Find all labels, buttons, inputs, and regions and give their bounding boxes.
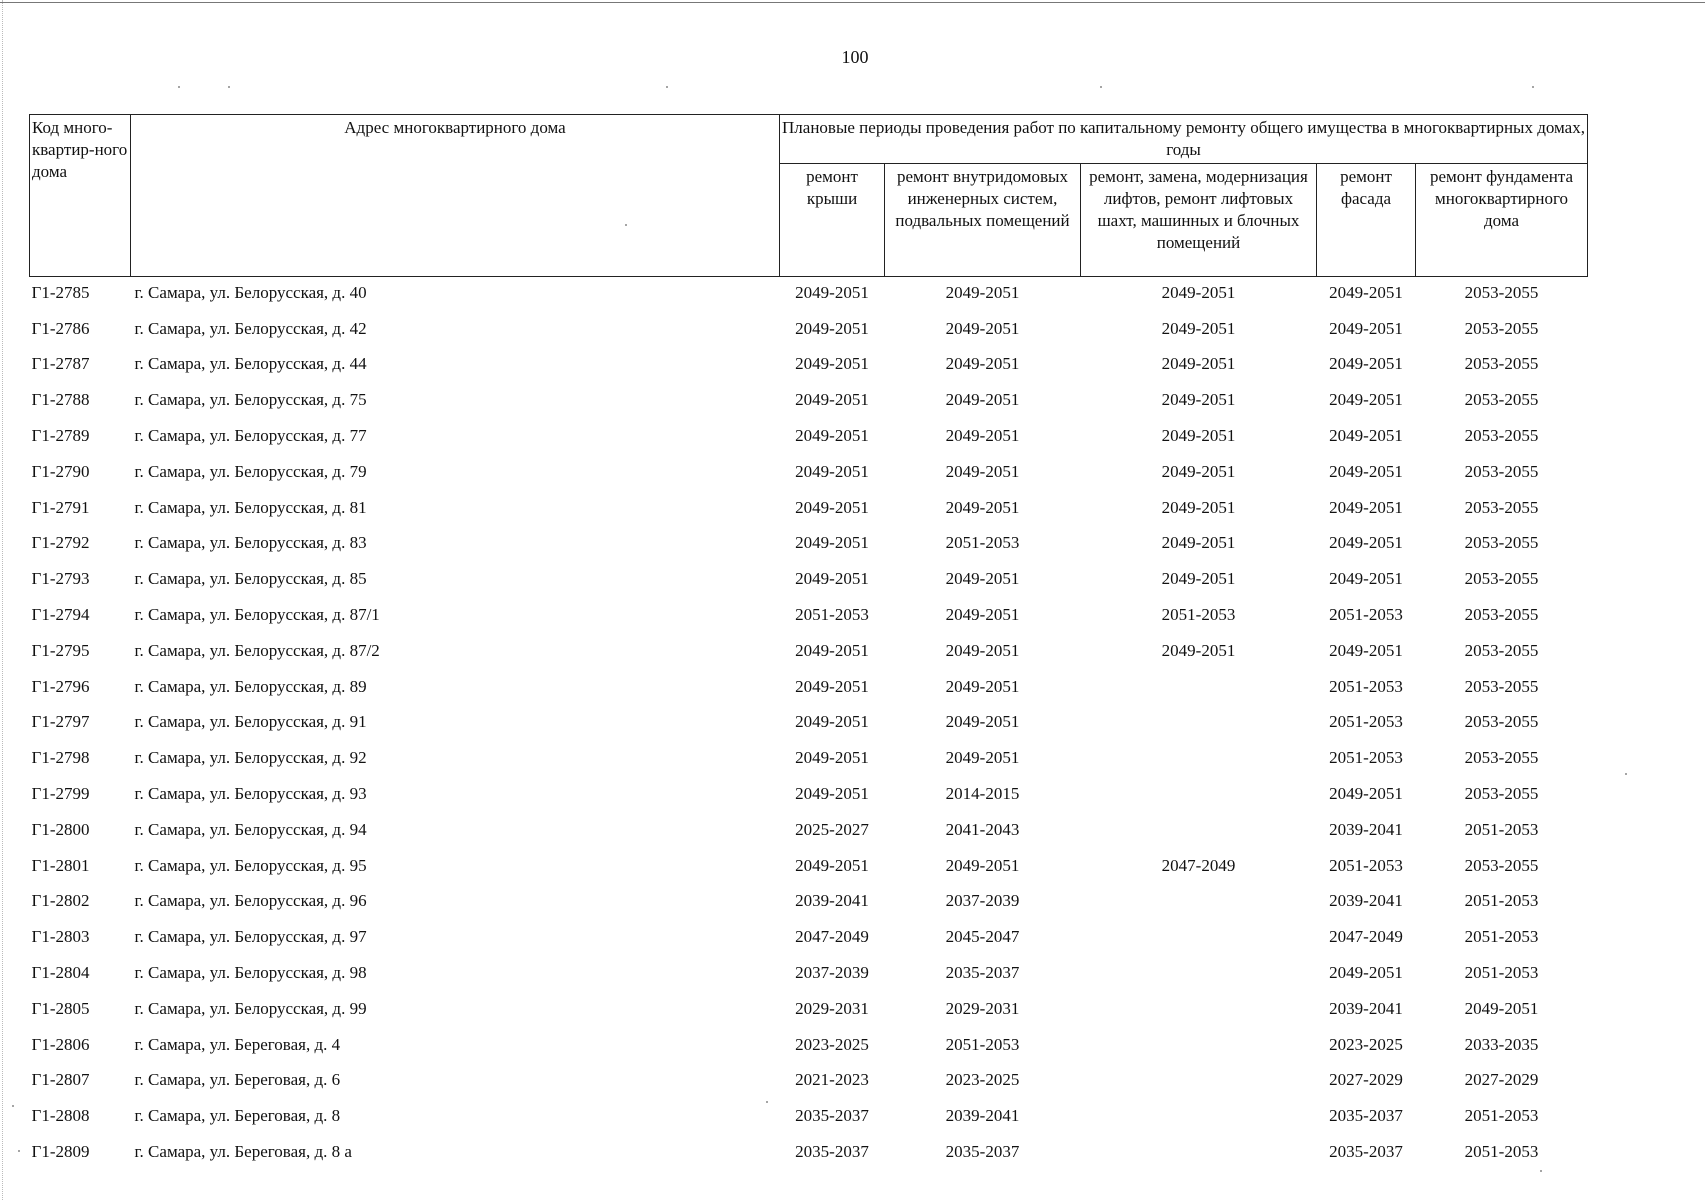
foundation-period-cell: 2053-2055 (1464, 640, 1539, 660)
engineering-period-cell: 2049-2051 (945, 855, 1020, 875)
house-code-cell: Г1-2807 (31, 1070, 90, 1090)
facade-period-cell: 2049-2051 (1329, 282, 1403, 302)
capital-repair-table (29, 114, 1588, 1172)
foundation-period-cell: 2053-2055 (1464, 426, 1539, 446)
engineering-period-cell: 2049-2051 (945, 282, 1020, 302)
house-code-cell: Г1-2796 (31, 676, 90, 696)
address-cell: г. Самара, ул. Белорусская, д. 99 (134, 998, 367, 1018)
facade-period-cell: 2027-2029 (1329, 1070, 1403, 1090)
roof-period-cell: 2023-2025 (795, 1034, 869, 1054)
house-code-cell: Г1-2808 (31, 1106, 90, 1126)
foundation-period-cell: 2049-2051 (1464, 998, 1539, 1018)
roof-period-cell: 2049-2051 (795, 784, 869, 804)
table-row (30, 957, 1588, 993)
table-row (30, 313, 1588, 349)
engineering-period-cell: 2049-2051 (945, 712, 1020, 732)
table-row (30, 1136, 1588, 1172)
lift-period-cell (1081, 921, 1317, 957)
address-cell: г. Самара, ул. Белорусская, д. 98 (134, 963, 367, 983)
roof-period-cell: 2049-2051 (795, 497, 869, 517)
header-house-code: Код много-квартир-ного дома (30, 115, 131, 277)
roof-period-cell: 2021-2023 (795, 1070, 869, 1090)
foundation-period-cell: 2053-2055 (1464, 533, 1539, 553)
lift-period-cell: 2049-2051 (1161, 390, 1236, 410)
address-cell: г. Самара, ул. Береговая, д. 8 а (134, 1142, 352, 1162)
facade-period-cell: 2023-2025 (1329, 1034, 1403, 1054)
engineering-period-cell: 2049-2051 (945, 461, 1020, 481)
lift-period-cell: 2049-2051 (1161, 533, 1236, 553)
foundation-period-cell: 2051-2053 (1464, 891, 1539, 911)
foundation-period-cell: 2053-2055 (1464, 676, 1539, 696)
lift-period-cell (1081, 957, 1317, 993)
lift-period-cell: 2049-2051 (1161, 354, 1236, 374)
engineering-period-cell: 2023-2025 (945, 1070, 1020, 1090)
facade-period-cell: 2049-2051 (1329, 426, 1403, 446)
engineering-period-cell: 2041-2043 (945, 819, 1020, 839)
house-code-cell: Г1-2800 (31, 819, 90, 839)
header-roof-repair: ремонт крыши (780, 164, 885, 277)
header-address: Адрес многоквартирного дома (131, 115, 780, 277)
engineering-period-cell: 2014-2015 (945, 784, 1020, 804)
house-code-cell: Г1-2789 (31, 426, 90, 446)
address-cell: г. Самара, ул. Береговая, д. 6 (134, 1070, 341, 1090)
address-cell: г. Самара, ул. Белорусская, д. 87/1 (134, 605, 380, 625)
address-cell: г. Самара, ул. Белорусская, д. 40 (134, 282, 367, 302)
address-cell: г. Самара, ул. Белорусская, д. 79 (134, 461, 367, 481)
scan-speck (666, 86, 668, 88)
table-row (30, 707, 1588, 743)
header-engineering-repair: ремонт внутридомовых инженерных систем, подвальных помещений (885, 164, 1081, 277)
engineering-period-cell: 2035-2037 (945, 963, 1020, 983)
facade-period-cell: 2049-2051 (1329, 390, 1403, 410)
scan-speck (1100, 86, 1102, 88)
scan-left-edge (2, 0, 3, 1200)
address-cell: г. Самара, ул. Белорусская, д. 87/2 (134, 640, 380, 660)
table-row (30, 528, 1588, 564)
facade-period-cell: 2035-2037 (1329, 1142, 1403, 1162)
foundation-period-cell: 2053-2055 (1464, 748, 1539, 768)
table-row (30, 1029, 1588, 1065)
scan-speck (12, 1105, 14, 1107)
scan-speck (178, 86, 180, 88)
house-code-cell: Г1-2790 (31, 461, 90, 481)
foundation-period-cell: 2053-2055 (1464, 354, 1539, 374)
house-code-cell: Г1-2803 (31, 927, 90, 947)
foundation-period-cell: 2027-2029 (1464, 1070, 1539, 1090)
roof-period-cell: 2049-2051 (795, 390, 869, 410)
roof-period-cell: 2051-2053 (795, 605, 869, 625)
lift-period-cell (1081, 814, 1317, 850)
table-row (30, 814, 1588, 850)
lift-period-cell (1081, 993, 1317, 1029)
foundation-period-cell: 2053-2055 (1464, 855, 1539, 875)
facade-period-cell: 2049-2051 (1329, 461, 1403, 481)
table-row (30, 778, 1588, 814)
facade-period-cell: 2051-2053 (1329, 605, 1403, 625)
address-cell: г. Самара, ул. Белорусская, д. 93 (134, 784, 367, 804)
foundation-period-cell: 2051-2053 (1464, 927, 1539, 947)
engineering-period-cell: 2049-2051 (945, 318, 1020, 338)
foundation-period-cell: 2051-2053 (1464, 1142, 1539, 1162)
house-code-cell: Г1-2787 (31, 354, 90, 374)
facade-period-cell: 2049-2051 (1329, 569, 1403, 589)
table-header (30, 115, 1588, 277)
facade-period-cell: 2039-2041 (1329, 891, 1403, 911)
facade-period-cell: 2051-2053 (1329, 855, 1403, 875)
table-body (30, 277, 1588, 1172)
table-row (30, 671, 1588, 707)
lift-period-cell (1081, 1136, 1317, 1172)
roof-period-cell: 2047-2049 (795, 927, 869, 947)
house-code-cell: Г1-2794 (31, 605, 90, 625)
table-row (30, 1065, 1588, 1101)
roof-period-cell: 2049-2051 (795, 640, 869, 660)
facade-period-cell: 2049-2051 (1329, 497, 1403, 517)
engineering-period-cell: 2051-2053 (945, 1034, 1020, 1054)
house-code-cell: Г1-2792 (31, 533, 90, 553)
address-cell: г. Самара, ул. Береговая, д. 8 (134, 1106, 341, 1126)
lift-period-cell (1081, 886, 1317, 922)
address-cell: г. Самара, ул. Белорусская, д. 94 (134, 819, 367, 839)
engineering-period-cell: 2049-2051 (945, 390, 1020, 410)
roof-period-cell: 2049-2051 (795, 282, 869, 302)
roof-period-cell: 2049-2051 (795, 748, 869, 768)
address-cell: г. Самара, ул. Белорусская, д. 44 (134, 354, 367, 374)
engineering-period-cell: 2039-2041 (945, 1106, 1020, 1126)
address-cell: г. Самара, ул. Белорусская, д. 97 (134, 927, 367, 947)
table-row (30, 456, 1588, 492)
house-code-cell: Г1-2788 (31, 390, 90, 410)
foundation-period-cell: 2053-2055 (1464, 784, 1539, 804)
facade-period-cell: 2051-2053 (1329, 676, 1403, 696)
roof-period-cell: 2025-2027 (795, 819, 869, 839)
address-cell: г. Самара, ул. Белорусская, д. 95 (134, 855, 367, 875)
lift-period-cell: 2049-2051 (1161, 282, 1236, 302)
foundation-period-cell: 2053-2055 (1464, 318, 1539, 338)
address-cell: г. Самара, ул. Белорусская, д. 91 (134, 712, 367, 732)
lift-period-cell: 2051-2053 (1161, 605, 1236, 625)
lift-period-cell (1081, 1029, 1317, 1065)
facade-period-cell: 2051-2053 (1329, 712, 1403, 732)
house-code-cell: Г1-2791 (31, 497, 90, 517)
scan-top-border (0, 2, 1705, 3)
table-row (30, 635, 1588, 671)
address-cell: г. Самара, ул. Белорусская, д. 42 (134, 318, 367, 338)
facade-period-cell: 2049-2051 (1329, 963, 1403, 983)
roof-period-cell: 2049-2051 (795, 569, 869, 589)
facade-period-cell: 2035-2037 (1329, 1106, 1403, 1126)
lift-period-cell: 2047-2049 (1161, 855, 1236, 875)
house-code-cell: Г1-2797 (31, 712, 90, 732)
house-code-cell: Г1-2795 (31, 640, 90, 660)
table-row (30, 1100, 1588, 1136)
engineering-period-cell: 2049-2051 (945, 640, 1020, 660)
table-row (30, 492, 1588, 528)
house-code-cell: Г1-2804 (31, 963, 90, 983)
facade-period-cell: 2047-2049 (1329, 927, 1403, 947)
lift-period-cell (1081, 778, 1317, 814)
house-code-cell: Г1-2785 (31, 282, 90, 302)
engineering-period-cell: 2045-2047 (945, 927, 1020, 947)
facade-period-cell: 2049-2051 (1329, 784, 1403, 804)
roof-period-cell: 2035-2037 (795, 1106, 869, 1126)
roof-period-cell: 2049-2051 (795, 461, 869, 481)
roof-period-cell: 2049-2051 (795, 676, 869, 696)
address-cell: г. Самара, ул. Белорусская, д. 92 (134, 748, 367, 768)
table-row (30, 886, 1588, 922)
roof-period-cell: 2049-2051 (795, 354, 869, 374)
foundation-period-cell: 2053-2055 (1464, 390, 1539, 410)
roof-period-cell: 2049-2051 (795, 855, 869, 875)
address-cell: г. Самара, ул. Белорусская, д. 83 (134, 533, 367, 553)
table-row (30, 742, 1588, 778)
foundation-period-cell: 2051-2053 (1464, 1106, 1539, 1126)
facade-period-cell: 2049-2051 (1329, 318, 1403, 338)
house-code-cell: Г1-2809 (31, 1142, 90, 1162)
header-planned-periods: Плановые периоды проведения работ по капитальному ремонту общего имущества в многоквартирных домах, годы (780, 115, 1588, 164)
foundation-period-cell: 2051-2053 (1464, 963, 1539, 983)
lift-period-cell (1081, 707, 1317, 743)
address-cell: г. Самара, ул. Белорусская, д. 77 (134, 426, 367, 446)
foundation-period-cell: 2053-2055 (1464, 282, 1539, 302)
roof-period-cell: 2049-2051 (795, 426, 869, 446)
engineering-period-cell: 2035-2037 (945, 1142, 1020, 1162)
house-code-cell: Г1-2799 (31, 784, 90, 804)
table-row (30, 349, 1588, 385)
foundation-period-cell: 2053-2055 (1464, 712, 1539, 732)
roof-period-cell: 2029-2031 (795, 998, 869, 1018)
header-lift-repair: ремонт, замена, модернизация лифтов, ремонт лифтовых шахт, машинных и блочных помещений (1081, 164, 1317, 277)
table-row (30, 993, 1588, 1029)
lift-period-cell: 2049-2051 (1161, 640, 1236, 660)
foundation-period-cell: 2053-2055 (1464, 497, 1539, 517)
engineering-period-cell: 2049-2051 (945, 676, 1020, 696)
foundation-period-cell: 2033-2035 (1464, 1034, 1539, 1054)
engineering-period-cell: 2037-2039 (945, 891, 1020, 911)
foundation-period-cell: 2053-2055 (1464, 461, 1539, 481)
house-code-cell: Г1-2793 (31, 569, 90, 589)
lift-period-cell: 2049-2051 (1161, 569, 1236, 589)
foundation-period-cell: 2051-2053 (1464, 819, 1539, 839)
address-cell: г. Самара, ул. Белорусская, д. 81 (134, 497, 367, 517)
house-code-cell: Г1-2798 (31, 748, 90, 768)
foundation-period-cell: 2053-2055 (1464, 605, 1539, 625)
address-cell: г. Самара, ул. Белорусская, д. 89 (134, 676, 367, 696)
lift-period-cell: 2049-2051 (1161, 318, 1236, 338)
lift-period-cell (1081, 1100, 1317, 1136)
foundation-period-cell: 2053-2055 (1464, 569, 1539, 589)
engineering-period-cell: 2049-2051 (945, 748, 1020, 768)
engineering-period-cell: 2029-2031 (945, 998, 1020, 1018)
table-row (30, 277, 1588, 313)
roof-period-cell: 2039-2041 (795, 891, 869, 911)
page-number: 100 (841, 47, 869, 67)
scan-speck (228, 86, 230, 88)
roof-period-cell: 2049-2051 (795, 712, 869, 732)
header-facade-repair: ремонт фасада (1317, 164, 1416, 277)
engineering-period-cell: 2049-2051 (945, 426, 1020, 446)
engineering-period-cell: 2049-2051 (945, 605, 1020, 625)
facade-period-cell: 2051-2053 (1329, 748, 1403, 768)
house-code-cell: Г1-2801 (31, 855, 90, 875)
lift-period-cell: 2049-2051 (1161, 461, 1236, 481)
facade-period-cell: 2039-2041 (1329, 998, 1403, 1018)
facade-period-cell: 2049-2051 (1329, 640, 1403, 660)
lift-period-cell (1081, 1065, 1317, 1101)
table-row (30, 420, 1588, 456)
address-cell: г. Самара, ул. Белорусская, д. 75 (134, 390, 367, 410)
house-code-cell: Г1-2806 (31, 1034, 90, 1054)
engineering-period-cell: 2051-2053 (945, 533, 1020, 553)
scan-speck (18, 1150, 20, 1152)
roof-period-cell: 2035-2037 (795, 1142, 869, 1162)
scan-speck (1625, 773, 1627, 775)
facade-period-cell: 2049-2051 (1329, 533, 1403, 553)
facade-period-cell: 2049-2051 (1329, 354, 1403, 374)
scan-speck (1532, 86, 1534, 88)
engineering-period-cell: 2049-2051 (945, 569, 1020, 589)
lift-period-cell (1081, 671, 1317, 707)
engineering-period-cell: 2049-2051 (945, 354, 1020, 374)
address-cell: г. Самара, ул. Белорусская, д. 96 (134, 891, 367, 911)
address-cell: г. Самара, ул. Белорусская, д. 85 (134, 569, 367, 589)
lift-period-cell: 2049-2051 (1161, 497, 1236, 517)
table-row (30, 599, 1588, 635)
roof-period-cell: 2037-2039 (795, 963, 869, 983)
header-foundation-repair: ремонт фундамента многоквартирного дома (1416, 164, 1588, 277)
lift-period-cell: 2049-2051 (1161, 426, 1236, 446)
table-row (30, 850, 1588, 886)
house-code-cell: Г1-2786 (31, 318, 90, 338)
address-cell: г. Самара, ул. Береговая, д. 4 (134, 1034, 341, 1054)
facade-period-cell: 2039-2041 (1329, 819, 1403, 839)
house-code-cell: Г1-2802 (31, 891, 90, 911)
roof-period-cell: 2049-2051 (795, 318, 869, 338)
table-row (30, 563, 1588, 599)
engineering-period-cell: 2049-2051 (945, 497, 1020, 517)
lift-period-cell (1081, 742, 1317, 778)
table-row (30, 921, 1588, 957)
house-code-cell: Г1-2805 (31, 998, 90, 1018)
table-row (30, 384, 1588, 420)
roof-period-cell: 2049-2051 (795, 533, 869, 553)
